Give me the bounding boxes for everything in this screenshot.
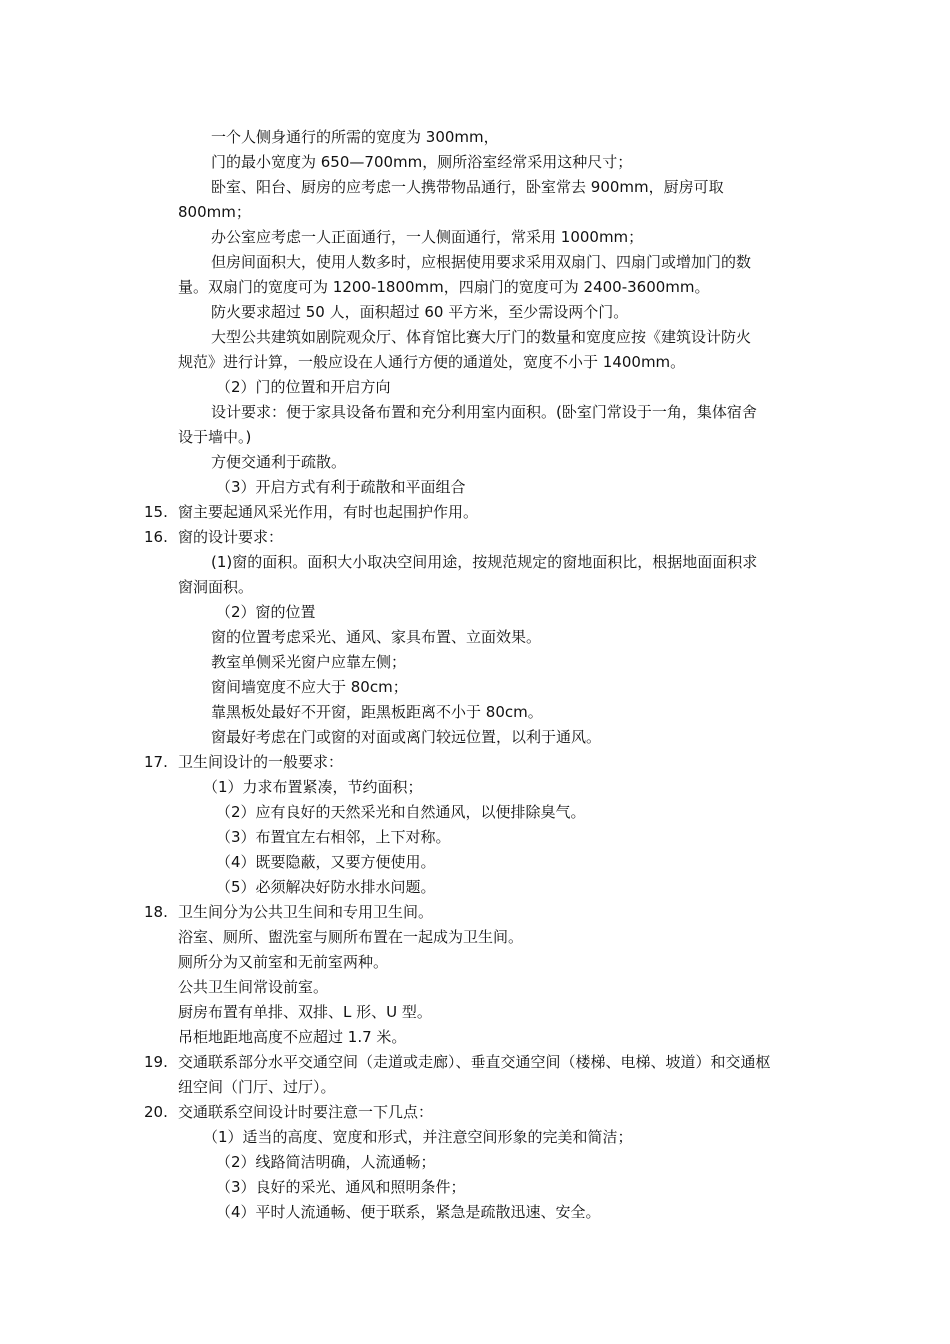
text-line: 一个人侧身通行的所需的宽度为 300mm， [211,128,499,146]
sub-heading: （2）窗的位置 [216,603,316,621]
sub-item: （1）力求布置紧凑，节约面积； [203,778,423,796]
text-line: 厕所分为又前室和无前室两种。 [178,953,389,971]
text-line: 教室单侧采光窗户应靠左侧； [211,653,407,671]
text-line: 量。双扇门的宽度可为 1200-1800mm，四扇门的宽度可为 2400-3600mm。 [178,278,710,296]
text-line: 吊柜地距地高度不应超过 1.7 米。 [178,1028,407,1046]
text-line: 窗的位置考虑采光、通风、家具布置、立面效果。 [211,628,542,646]
item-text: 卫生间设计的一般要求： [178,753,344,771]
sub-heading: （3）开启方式有利于疏散和平面组合 [216,478,466,496]
text-line: 窗洞面积。 [178,578,254,596]
text-line: 靠黑板处最好不开窗，距黑板距离不小于 80cm。 [211,703,543,721]
text-line: (1)窗的面积。面积大小取决空间用途，按规范规定的窗地面积比，根据地面面积求 [211,553,758,571]
text-line: 卧室、阳台、厨房的应考虑一人携带物品通行，卧室常去 900mm，厨房可取 [211,178,724,196]
item-text: 窗主要起通风采光作用，有时也起围护作用。 [178,503,479,521]
sub-item: （2）线路简洁明确，人流通畅； [216,1153,436,1171]
item-number: 19. [144,1053,168,1071]
sub-item: （1）适当的高度、宽度和形式，并注意空间形象的完美和简洁； [203,1128,633,1146]
item-number: 18. [144,903,168,921]
text-line: 方便交通利于疏散。 [211,453,347,471]
sub-item: （3）布置宜左右相邻，上下对称。 [216,828,451,846]
text-line: 防火要求超过 50 人，面积超过 60 平方米，至少需设两个门。 [211,303,629,321]
text-line: 办公室应考虑一人正面通行，一人侧面通行，常采用 1000mm； [211,228,644,246]
item-number: 15. [144,503,168,521]
sub-item: （3）良好的采光、通风和照明条件； [216,1178,466,1196]
text-line: 大型公共建筑如剧院观众厅、体育馆比赛大厅门的数量和宽度应按《建筑设计防火 [211,328,752,346]
text-line: 800mm； [178,203,251,221]
text-line: 窗间墙宽度不应大于 80cm； [211,678,408,696]
sub-item: （2）应有良好的天然采光和自然通风，以便排除臭气。 [216,803,586,821]
item-number: 20. [144,1103,168,1121]
item-number: 16. [144,528,168,546]
text-line: 设于墙中。) [178,428,252,446]
item-text: 交通联系部分水平交通空间（走道或走廊）、垂直交通空间（楼梯、电梯、坡道）和交通枢 [178,1053,771,1071]
text-line: 门的最小宽度为 650—700mm，厕所浴室经常采用这种尺寸； [211,153,633,171]
text-line: 规范》进行计算，一般应设在人通行方便的通道处，宽度不小于 1400mm。 [178,353,686,371]
text-line: 纽空间（门厅、过厅）。 [178,1078,336,1096]
sub-item: （4）既要隐蔽，又要方便使用。 [216,853,436,871]
text-line: 厨房布置有单排、双排、L 形、U 型。 [178,1003,432,1021]
item-text: 卫生间分为公共卫生间和专用卫生间。 [178,903,434,921]
text-line: 窗最好考虑在门或窗的对面或离门较远位置，以利于通风。 [211,728,602,746]
sub-item: （5）必须解决好防水排水问题。 [216,878,436,896]
text-line: 但房间面积大，使用人数多时，应根据使用要求采用双扇门、四扇门或增加门的数 [211,253,752,271]
sub-heading: （2）门的位置和开启方向 [216,378,391,396]
sub-item: （4）平时人流通畅、便于联系，紧急是疏散迅速、安全。 [216,1203,601,1221]
text-line: 设计要求：便于家具设备布置和充分利用室内面积。(卧室门常设于一角，集体宿舍 [211,403,757,421]
text-line: 公共卫生间常设前室。 [178,978,329,996]
item-number: 17. [144,753,168,771]
item-text: 交通联系空间设计时要注意一下几点： [178,1103,434,1121]
item-text: 窗的设计要求： [178,528,284,546]
text-line: 浴室、厕所、盥洗室与厕所布置在一起成为卫生间。 [178,928,524,946]
